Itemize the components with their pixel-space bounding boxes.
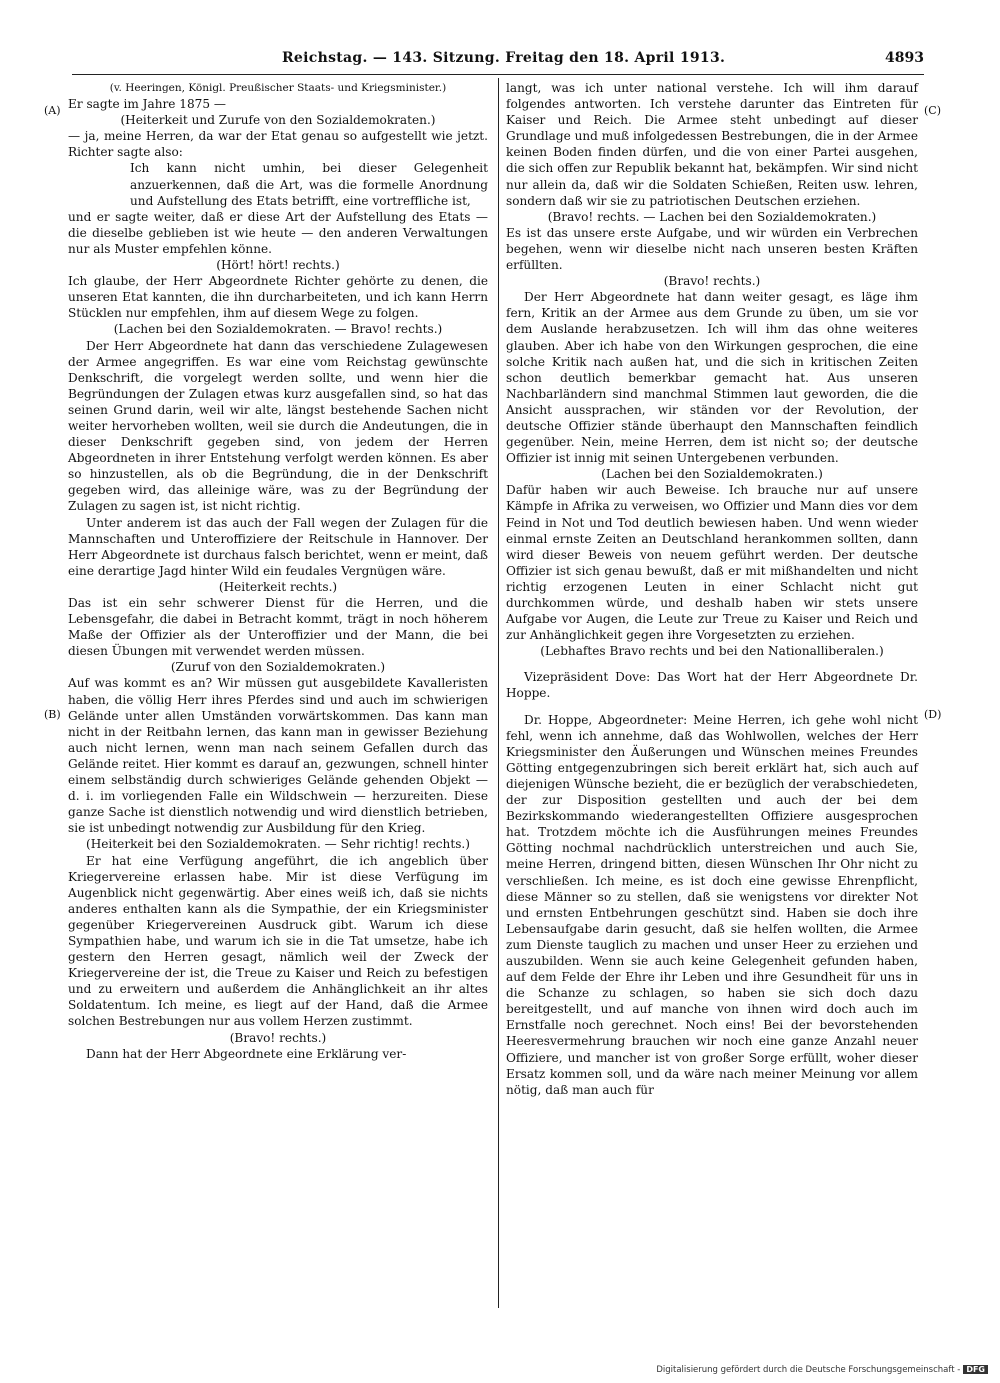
paragraph: Es ist das unsere erste Aufgabe, und wir würden ein Verbrechen begehen, wenn wir dieselbe nicht nach unseren besten Kräften erfüllten. xyxy=(506,225,918,273)
paragraph: Dafür haben wir auch Beweise. Ich brauche nur auf unsere Kämpfe in Afrika zu verweisen, wo Offizier und Mann dies vor dem Feind in Not und Tod deutlich bewiesen haben. Und wenn wieder einmal ernste Zeiten an Deutschland herankommen sollten, dann wird dieser Beweis von neuem geführt werden. Der deutsche Offizier ist sich genau bewußt, daß er mit mißhandelten und nicht richtig erzogenen Leuten in einer Schlacht nicht gut durchkommen würde, und deshalb haben wir stets unsere Aufgabe vor Augen, die Leute zur Treue zu Kaiser und Reich und zur Anhänglichkeit gegen ihre Vorgesetzten zu erziehen. xyxy=(506,483,918,643)
page-header xyxy=(72,50,924,74)
speech-paragraph: Dr. Hoppe, Abgeordneter: Meine Herren, ich gehe wohl nicht fehl, wenn ich annehme, daß das Wohlwollen, welches der Herr Kriegsminister den Äußerungen und Wünschen meines Freundes Götting entgegenzubringen sich bereit erklärt hat, sich auch auf diejenigen Wünsche bezieht, die er bezüglich der verabschiedeten, der zur Disposition gestellten und auch der bei dem Bezirkskommando wiederangestellten Offiziere ausgesprochen hat. Trotzdem möchte ich die Ausführungen meines Freundes Götting nochmal nachdrücklich unterstreichen und auch Sie, meine Herren, dringend bitten, diesen Wünschen Ihr Ohr nicht zu verschließen. Ich meine, es ist doch eine gewisse Ehrenpflicht, diese Männer so zu stellen, daß sie wenigstens vor direkter Not und ernsten Entbehrungen geschützt sind. Haben sie doch ihre Lebensaufgabe darin gesucht, daß sie helfen wollten, die Armee zum Dienste tauglich zu machen und unser Heer zu erziehen und auszubilden. Wenn sie auch keine Gelegenheit gefunden haben, auf dem Felde der Ehre ihr Leben und ihre Gesundheit für uns in die Schanze zu schlagen, so haben sie sich doch dazu bereitgestellt, und auf manche von ihnen wird doch auch im Ernstfalle noch gerechnet. Noch eins! Bei der bevorstehenden Heeresvermehrung brauchen wir noch eine ganze Anzahl neuer Offiziere, und mancher ist von großer Sorge erfüllt, woher dieser Ersatz kommen soll, und da wäre nach meiner Meinung vor allem nötig, daß man auch für xyxy=(506,712,918,1097)
interjection: (Lachen bei den Sozialdemokraten.) xyxy=(601,467,823,482)
column-divider xyxy=(498,78,499,1308)
speaker-line: (v. Heeringen, Königl. Preußischer Staats- und Kriegsminister.) xyxy=(109,82,447,94)
header-rule xyxy=(72,74,924,75)
interjection: (Zuruf von den Sozialdemokraten.) xyxy=(170,660,386,675)
paragraph: Der Herr Abgeordnete hat dann das verschiedene Zulagewesen der Armee angegriffen. Es war eine vom Reichstag gewünschte Denkschrift, die vorgelegt werden sollte, und wenn hier die Begründungen der Zulagen etwas kurz ausgefallen sind, so hat das seinen Grund darin, weil wir alte, längst bestehende Sachen nicht weiter hervorheben wollten, weil sie durch die Andeutungen, die in dieser Denkschrift gegeben sind, von jedem der Herren Abgeordneten in ihrer Entstehung verfolgt werden können. Es aber so hinzustellen, als ob die Begründung, die in der Denkschrift gegeben wird, das alleinige wäre, was zu der Begründung der Zulagen zu sagen ist, ist nicht richtig. xyxy=(68,338,488,514)
interjection: (Lachen bei den Sozialdemokraten. — Bravo! rechts.) xyxy=(113,322,443,337)
paragraph: Das ist ein sehr schwerer Dienst für die Herren, und die Lebensgefahr, die dabei in Betracht kommt, trägt in noch höherem Maße der Offizier als der Unteroffizier und der Mann, die bei diesen Übungen mit verwendet werden müssen. xyxy=(68,596,488,659)
interjection: (Bravo! rechts.) xyxy=(229,1030,327,1045)
margin-marker-c: (C) xyxy=(924,104,941,117)
dfg-logo: DFG xyxy=(963,1365,988,1374)
paragraph: Der Herr Abgeordnete hat dann weiter gesagt, es läge ihm fern, Kritik an der Armee aus dem Grunde zu üben, um sie vor dem Auslande herabzusetzen. Ich will ihm das ohne weiteres glauben. Aber ich habe von den Wirkungen gesprochen, die eine solche Kritik nach außen hat, und die sich in kritischen Zeiten schon deutlich bemerkbar gemacht hat. Aus unseren Nachbarländern sind manchmal Stimmen laut geworden, die die Ansicht aussprachen, wir ständen vor der Revolution, der deutsche Offizier stände überhaupt den Mannschaften feindlich gegenüber. Nein, meine Herren, dem ist nicht so; der deutsche Offizier ist innig mit seinen Untergebenen verbunden. xyxy=(506,290,918,466)
paragraph: Er sagte im Jahre 1875 — xyxy=(68,97,226,112)
margin-marker-a: (A) xyxy=(44,104,61,117)
interjection: (Hört! hört! rechts.) xyxy=(216,258,340,273)
left-column xyxy=(68,80,488,1062)
interjection: (Heiterkeit und Zurufe von den Sozialdemokraten.) xyxy=(120,113,436,128)
quotation: Ich kann nicht umhin, bei dieser Gelegenheit anzuerkennen, daß die Art, was die formelle Anordnung und Aufstellung des Etats betrifft, eine vortreffliche ist, xyxy=(130,161,488,208)
interjection: (Heiterkeit bei den Sozialdemokraten. — Sehr richtig! rechts.) xyxy=(86,837,470,852)
paragraph: Auf was kommt es an? Wir müssen gut ausgebildete Kavalleristen haben, die völlig Herr ihres Pferdes sind und auch im schwierigen Gelände unter allen Umständen vorwärtskommen. Das kann man nicht in der Reitbahn lernen, das kann man in gewisser Beziehung auch nicht lernen, wenn man nach seinem Gefallen durch das Gelände reitet. Hier kommt es darauf an, gezwungen, schnell hinter einem selbständig durch schwieriges Gelände gehenden Objekt — d. i. im vorliegenden Falle ein Wildschwein — herzureiten. Diese ganze Sache ist dienstlich notwendig und wird dienstlich betrieben, sie ist unbedingt notwendig zur Ausbildung für den Krieg. xyxy=(68,676,488,836)
paragraph: — ja, meine Herren, da war der Etat genau so aufgestellt wie jetzt. Richter sagte also: xyxy=(68,129,488,160)
margin-marker-b: (B) xyxy=(44,708,61,721)
paragraph: Dann hat der Herr Abgeordnete eine Erklärung ver- xyxy=(86,1046,407,1061)
paragraph: Er hat eine Verfügung angeführt, die ich angeblich über Kriegervereine erlassen habe. Mir ist diese Verfügung im Augenblick nicht gegenwärtig. Aber eines weiß ich, daß sie nichts anderes enthalten kann als die Sympathie, der ein Kriegsminister gegenüber Kriegervereinen Ausdruck gibt. Warum ich diese Sympathien habe, und warum ich sie in die Tat umsetze, habe ich gestern den Herren gesagt, nämlich weil der Zweck der Kriegervereine der ist, die Treue zu Kaiser und Reich zu befestigen und zu erweitern und außerdem die Anhänglichkeit an ihr altes Soldatentum. Ich meine, es liegt auf der Hand, daß die Armee solchen Bestrebungen nur aus vollem Herzen zustimmt. xyxy=(68,853,488,1029)
right-column xyxy=(506,80,918,1098)
page-number: 4893 xyxy=(885,50,924,66)
interjection: (Bravo! rechts. — Lachen bei den Sozialdemokraten.) xyxy=(547,209,877,224)
footer-credit: Digitalisierung gefördert durch die Deutsche Forschungsgemeinschaft - xyxy=(656,1365,961,1375)
page-footer xyxy=(656,1365,988,1375)
paragraph: Unter anderem ist das auch der Fall wegen der Zulagen für die Mannschaften und Unteroffiziere der Reitschule in Hannover. Der Herr Abgeordnete ist durchaus falsch berichtet, wenn er meint, daß eine derartige Jagd hinter Wild ein feudales Vergnügen wäre. xyxy=(68,515,488,578)
interjection: (Bravo! rechts.) xyxy=(663,274,761,289)
margin-marker-d: (D) xyxy=(924,708,942,721)
paragraph: Ich glaube, der Herr Abgeordnete Richter gehörte zu denen, die unseren Etat kannten, die ihn durcharbeiteten, und ich kann Herrn Stücklen nur empfehlen, ihm auf diesem Wege zu folgen. xyxy=(68,274,488,321)
paragraph: langt, was ich unter national verstehe. Ich will ihm darauf folgendes antworten. Ich verstehe darunter das Eintreten für Kaiser und Reich. Die Armee steht unbedingt auf dieser Grundlage und muß infolgedessen Bestrebungen, die in der Armee keinen Boden finden dürfen, und die von einer Partei ausgehen, die sich offen zur Republik bekannt hat, bekämpfen. Wir sind nicht nur allein da, daß wir die Soldaten Schießen, Reiten usw. lehren, sondern daß wir sie zu patriotischen Deutschen erziehen. xyxy=(506,81,918,208)
header-title: Reichstag. — 143. Sitzung. Freitag den 18. April 1913. xyxy=(282,50,726,66)
paragraph: und er sagte weiter, daß er diese Art der Aufstellung des Etats — die dieselbe geblieben ist wie heute — den anderen Verwaltungen nur als Muster empfehlen könne. xyxy=(68,209,488,256)
interjection: (Heiterkeit rechts.) xyxy=(218,579,338,594)
interjection: (Lebhaftes Bravo rechts und bei den Nationalliberalen.) xyxy=(540,644,884,659)
chair-announcement: Vizepräsident Dove: Das Wort hat der Herr Abgeordnete Dr. Hoppe. xyxy=(506,670,918,701)
